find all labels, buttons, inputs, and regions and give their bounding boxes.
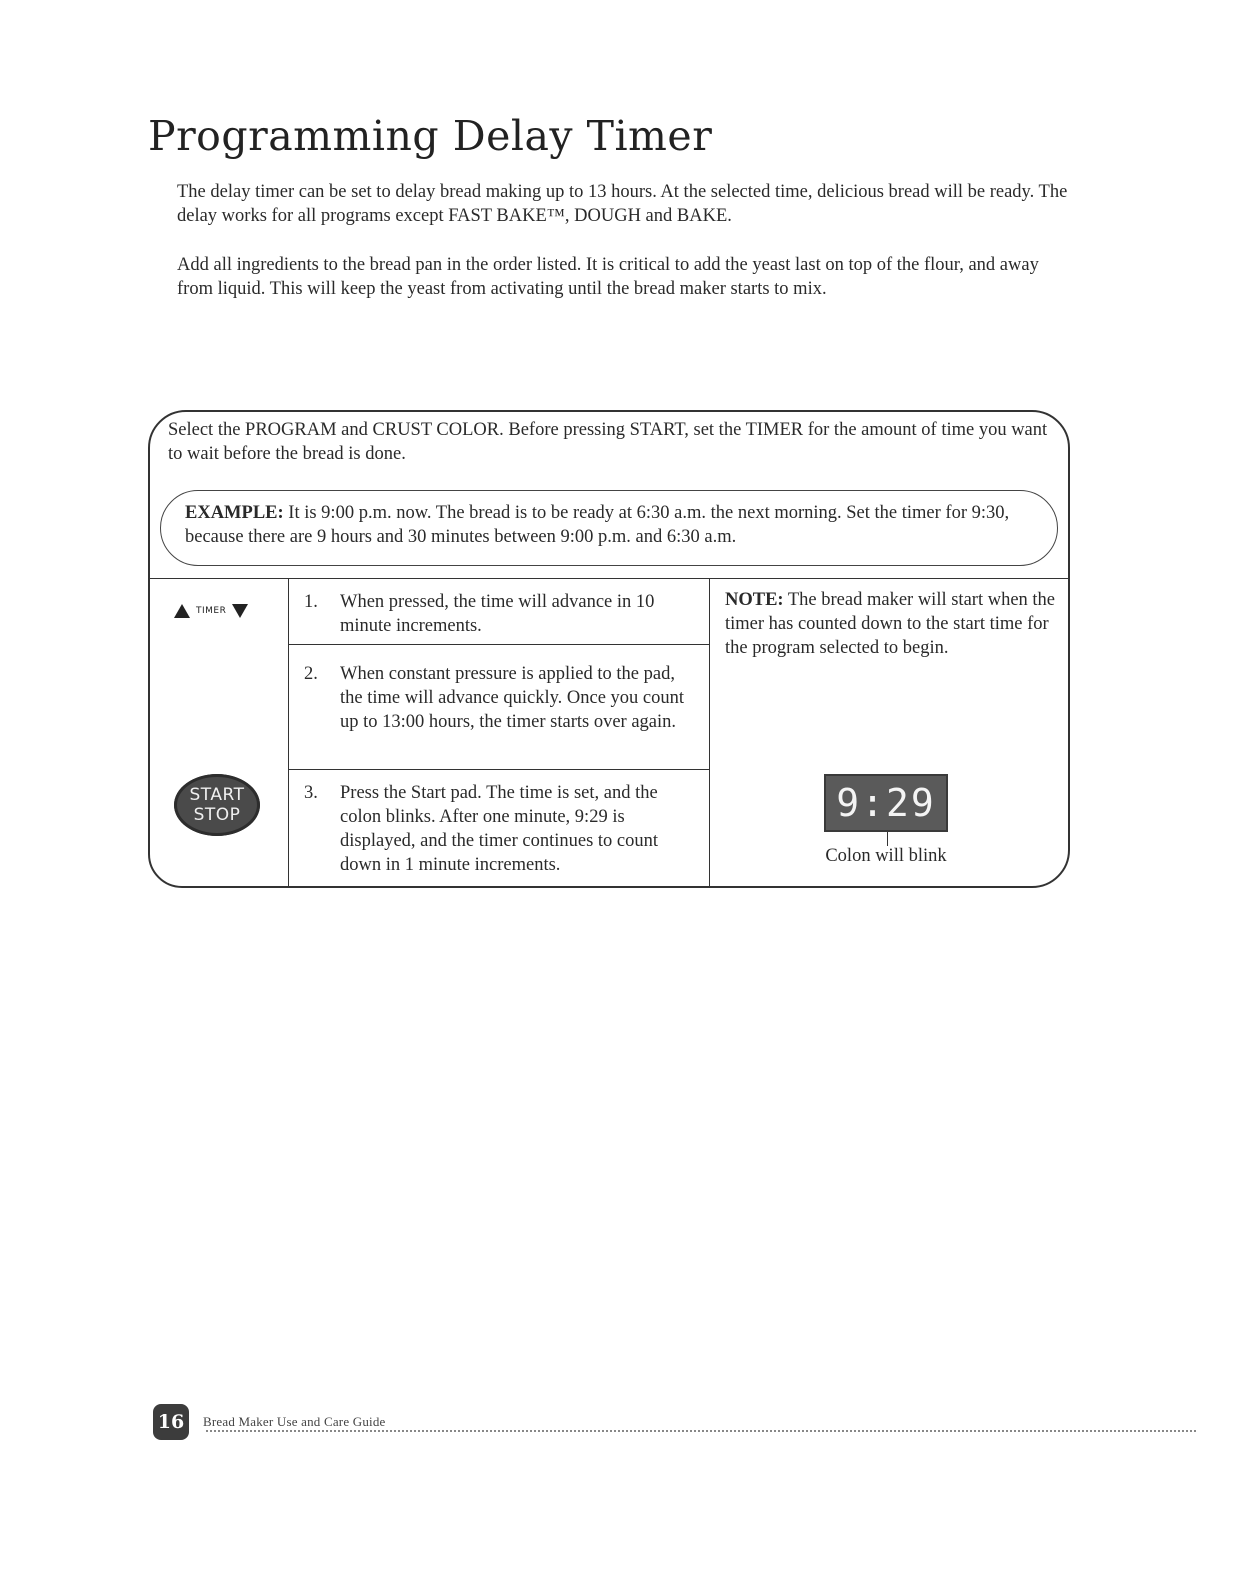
display-caption: Colon will blink xyxy=(825,846,947,866)
step-text: When constant pressure is applied to the pad, the time will advance quickly. Once you count up to 13:00 hours, the timer starts over again. xyxy=(340,664,685,732)
note-body: The bread maker will start when the timer has counted down to the start time for the program selected to begin. xyxy=(725,590,1056,658)
step-number: 2. xyxy=(304,664,318,684)
step-divider xyxy=(288,769,709,770)
step-item xyxy=(304,590,696,638)
down-arrow-icon[interactable] xyxy=(232,604,248,618)
note-label: NOTE: xyxy=(725,590,784,610)
start-label: START xyxy=(189,785,245,805)
example-label: EXAMPLE: xyxy=(185,503,284,523)
timer-button-label: TIMER xyxy=(196,606,227,616)
timer-control[interactable] xyxy=(174,604,248,618)
up-arrow-icon[interactable] xyxy=(174,604,190,618)
intro-paragraph: The delay timer can be set to delay bread making up to 13 hours. At the selected time, delicious bread will be ready. The delay works for all programs except FAST BAKE™, DOUGH and BAKE. xyxy=(177,182,1068,226)
example-text xyxy=(185,501,1035,549)
ingredients-paragraph: Add all ingredients to the bread pan in the order listed. It is critical to add the yeast last on top of the flour, and away from liquid. This will keep the yeast from activating until the bread maker starts to mix. xyxy=(177,255,1039,299)
page-title: Programming Delay Timer xyxy=(148,112,713,160)
display-value: 9:29 xyxy=(836,781,936,825)
page-footer xyxy=(153,1404,386,1440)
example-body: It is 9:00 p.m. now. The bread is to be ready at 6:30 a.m. the next morning. Set the timer for 9:30, because there are 9 hours and 30 minutes between 9:00 p.m. and 6:30 a.m. xyxy=(185,503,1010,547)
step-number: 3. xyxy=(304,783,318,803)
step-item xyxy=(304,781,696,877)
box-intro-text: Select the PROGRAM and CRUST COLOR. Before pressing START, set the TIMER for the amount of time you want to wait before the bread is done. xyxy=(168,420,1048,464)
timer-display xyxy=(824,774,948,832)
start-stop-button[interactable] xyxy=(174,774,260,836)
step-text: Press the Start pad. The time is set, and the colon blinks. After one minute, 9:29 is displayed, and the timer continues to count down in 1 minute increments. xyxy=(340,783,659,875)
table-column-divider xyxy=(288,578,289,886)
instruction-box xyxy=(148,410,1070,888)
stop-label: STOP xyxy=(193,805,241,825)
note-text xyxy=(725,588,1055,660)
step-number: 1. xyxy=(304,592,318,612)
example-callout xyxy=(160,490,1058,566)
footer-guide-title: Bread Maker Use and Care Guide xyxy=(203,1414,386,1429)
step-divider xyxy=(288,644,709,645)
step-text: When pressed, the time will advance in 10 minute increments. xyxy=(340,592,655,636)
page-number: 16 xyxy=(153,1404,189,1440)
table-column-divider xyxy=(709,578,710,886)
step-item xyxy=(304,662,696,734)
footer-dotted-rule xyxy=(206,1430,1196,1432)
